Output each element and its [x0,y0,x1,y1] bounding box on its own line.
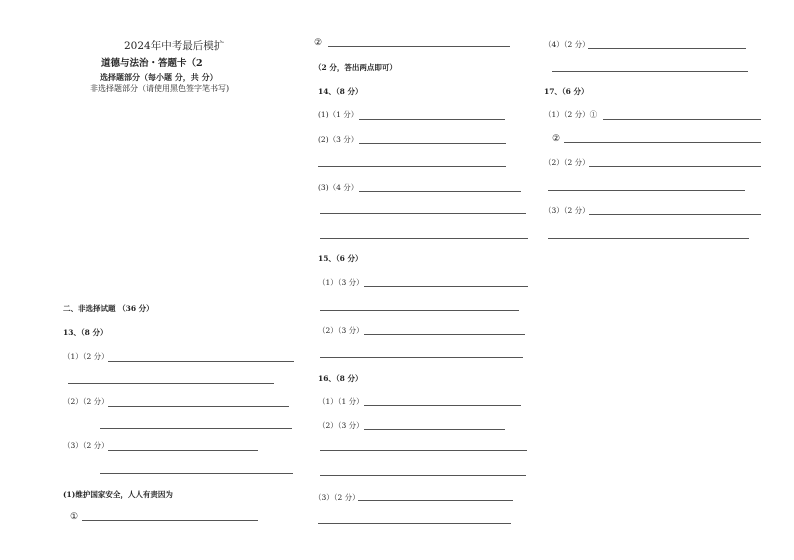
answer-line[interactable] [320,357,523,358]
q16-label: 16、（8 分） [318,374,363,383]
answer-line[interactable] [364,405,521,406]
answer-line[interactable] [108,450,258,451]
answer-line[interactable] [320,475,526,476]
q16-3-label: （3）（2 分） [314,493,360,502]
q13-label: 13、（8 分） [63,328,108,337]
answer-line[interactable] [589,166,761,167]
answer-line[interactable] [320,213,526,214]
nonchoice-note: 非选择题部分（请使用黑色签字笔书写) [90,84,230,93]
q13-2-label: （2）（2 分） [63,397,109,406]
q13-1-label: （1）（2 分） [63,352,109,361]
exam-title: 2024年中考最后模扩 [124,40,225,52]
answer-line[interactable] [359,119,505,120]
answer-line[interactable] [320,310,519,311]
q15-1-label: （1）（3 分） [318,278,364,287]
q14-2-label: (2)（3 分） [318,135,359,144]
q14-3-label: (3)（4 分） [318,183,359,192]
q14-label: 14、（8 分） [318,87,363,96]
answer-line[interactable] [552,71,748,72]
q15-label: 15、（6 分） [318,254,363,263]
answer-line[interactable] [359,143,506,144]
section2-heading: 二、非选择试题 （36 分） [63,304,154,313]
answer-line[interactable] [108,406,289,407]
q17-label: 17、（6 分） [544,87,589,96]
answer-line[interactable] [108,361,294,362]
answer-line[interactable] [548,238,749,239]
answer-line[interactable] [328,46,510,47]
q13-4-label: (1)维护国家安全，人人有责因为 [63,490,173,499]
q16-1-label: （1）（1 分） [318,397,364,406]
circled-two: ② [552,134,561,144]
q17-3-label: （3）（2 分） [544,206,590,215]
answer-line[interactable] [364,334,525,335]
q4-label: （4）（2 分） [544,40,590,49]
answer-line[interactable] [100,473,293,474]
answer-line[interactable] [318,166,506,167]
two-points-note: （2 分，答出两点即可） [314,63,397,72]
answer-line[interactable] [320,238,528,239]
answer-line[interactable] [100,428,292,429]
q13-3-label: （3）（2 分） [63,441,109,450]
q17-1-label: （1）（2 分）① [544,110,598,119]
subject-title: 道德与法治・答题卡（2 [101,58,203,69]
answer-line[interactable] [564,142,761,143]
answer-line[interactable] [318,523,511,524]
answer-line[interactable] [364,286,528,287]
answer-line[interactable] [68,383,274,384]
answer-line[interactable] [603,119,761,120]
answer-line[interactable] [548,190,745,191]
answer-line[interactable] [589,214,761,215]
q16-2-label: （2）（3 分） [318,421,364,430]
answer-line[interactable] [364,429,505,430]
q15-2-label: （2）（3 分） [318,326,364,335]
answer-line[interactable] [82,520,258,521]
circled-one: ① [70,512,79,522]
answer-line[interactable] [358,500,513,501]
q17-2-label: （2）（2 分） [544,158,590,167]
answer-line[interactable] [320,450,527,451]
q14-1-label: (1)（1 分） [318,110,359,119]
answer-line[interactable] [588,48,746,49]
choice-part-label: 选择题部分（每小题 分，共 分） [100,72,218,82]
circled-two: ② [314,38,323,48]
answer-line[interactable] [359,191,521,192]
